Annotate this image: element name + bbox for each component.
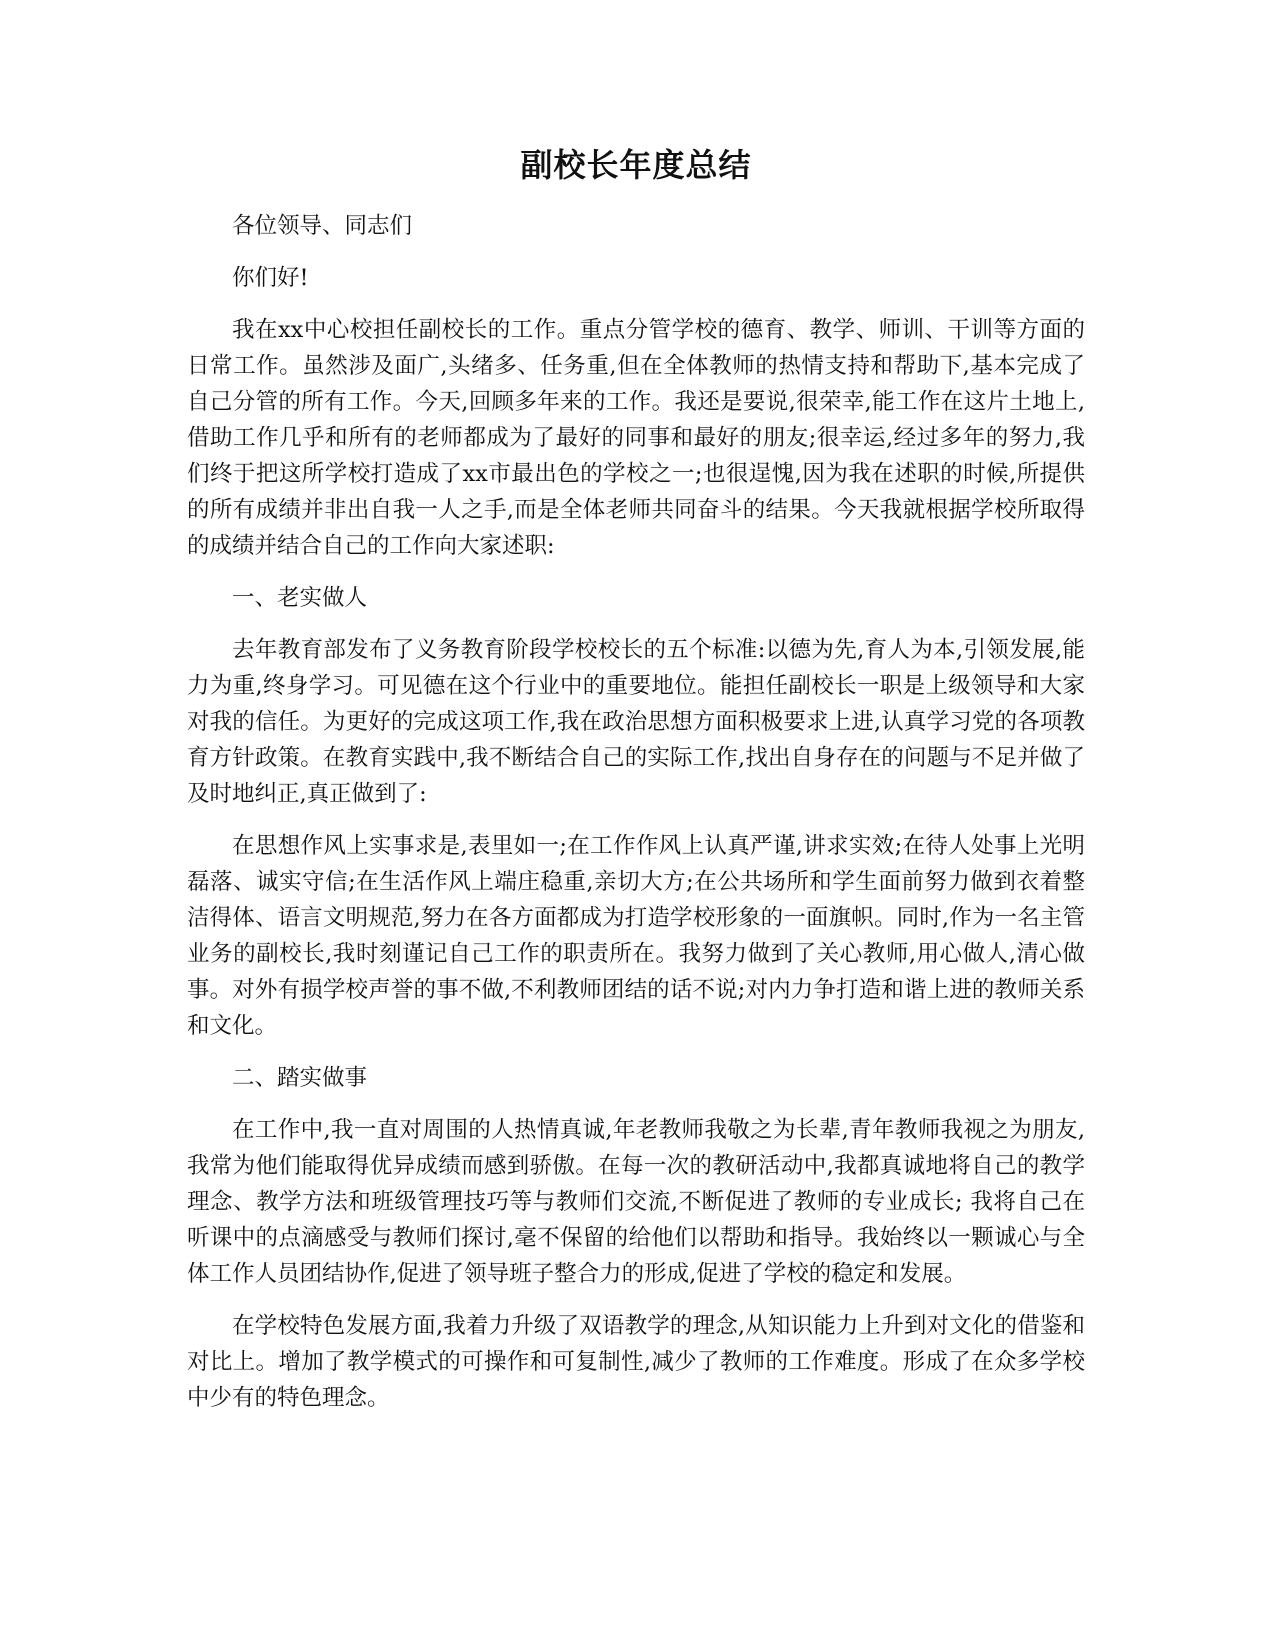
section-2-paragraph-1: 在工作中,我一直对周围的人热情真诚,年老教师我敬之为长辈,青年教师我视之为朋友,我常为他们能取得优异成绩而感到骄傲。在每一次的教研活动中,我都真诚地将自己的教学理念、教学方法和班级管理技巧等与教师们交流,不断促进了教师的专业成长; 我将自己在听课中的点滴感受与教师们探讨,毫不保留的给他们以帮助和指导。我始终以一颗诚心与全体工作人员团结协作,促进了领导班子整合力的形成,促进了学校的稳定和发展。 <box>187 1117 1085 1287</box>
intro-paragraph: 我在xx中心校担任副校长的工作。重点分管学校的德育、教学、师训、干训等方面的日常工作。虽然涉及面广,头绪多、任务重,但在全体教师的热情支持和帮助下,基本完成了自己分管的所有工作。今天,回顾多年来的工作。我还是要说,很荣幸,能工作在这片土地上,借助工作几乎和所有的老师都成为了最好的同事和最好的朋友;很幸运,经过多年的努力,我们终于把这所学校打造成了xx市最出色的学校之一;也很逞愧,因为我在述职的时候,所提供的所有成绩并非出自我一人之手,而是全体老师共同奋斗的结果。今天我就根据学校所取得的成绩并结合自己的工作向大家述职: <box>187 317 1085 559</box>
document-body <box>187 140 1085 1432</box>
section-1-paragraph-2: 在思想作风上实事求是,表里如一;在工作作风上认真严谨,讲求实效;在待人处事上光明磊落、诚实守信;在生活作风上端庄稳重,亲切大方;在公共场所和学生面前努力做到衣着整洁得体、语言文明规范,努力在各方面都成为打造学校形象的一面旗帜。同时,作为一名主管业务的副校长,我时刻谨记自己工作的职责所在。我努力做到了关心教师,用心做人,清心做事。对外有损学校声誉的事不做,不利教师团结的话不说;对内力争打造和谐上进的教师关系和文化。 <box>187 833 1085 1039</box>
greeting: 你们好! <box>232 265 309 291</box>
document-title: 副校长年度总结 <box>520 146 752 184</box>
section-1-paragraph-1: 去年教育部发布了义务教育阶段学校校长的五个标准:以德为先,育人为本,引领发展,能力为重,终身学习。可见德在这个行业中的重要地位。能担任副校长一职是上级领导和大家对我的信任。为更好的完成这项工作,我在政治思想方面积极要求上进,认真学习党的各项教育方针政策。在教育实践中,我不断结合自己的实际工作,找出自身存在的问题与不足并做了及时地纠正,真正做到了: <box>187 637 1085 807</box>
section-heading-2: 二、踏实做事 <box>232 1065 368 1091</box>
section-heading-1: 一、老实做人 <box>232 585 368 611</box>
section-2-paragraph-2: 在学校特色发展方面,我着力升级了双语教学的理念,从知识能力上升到对文化的借鉴和对比上。增加了教学模式的可操作和可复制性,减少了教师的工作难度。形成了在众多学校中少有的特色理念。 <box>187 1313 1085 1411</box>
salutation: 各位领导、同志们 <box>232 213 413 239</box>
